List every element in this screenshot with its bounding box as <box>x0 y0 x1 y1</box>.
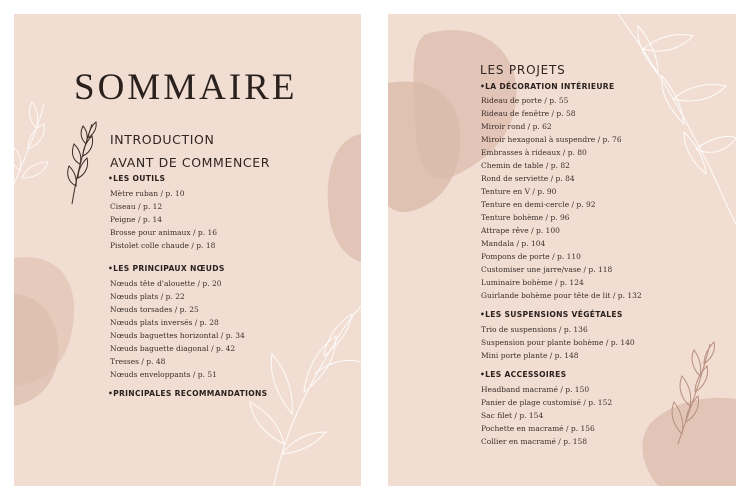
left-leaf-sprig <box>14 102 48 184</box>
toc-entry[interactable]: Nœuds baguette diagonal / p. 42 <box>110 344 236 353</box>
right-edge-blob <box>328 134 361 262</box>
small-sprig-icon <box>68 122 97 204</box>
toc-entry[interactable]: Tresses / p. 48 <box>110 357 166 366</box>
toc-entry[interactable]: Mètre ruban / p. 10 <box>110 189 185 198</box>
toc-entry[interactable]: Customiser une jarre/vase / p. 118 <box>481 265 613 274</box>
toc-introduction[interactable]: INTRODUCTION <box>110 132 215 147</box>
page-title: SOMMAIRE <box>74 67 298 108</box>
toc-entry[interactable]: Embrasses à rideaux / p. 80 <box>481 148 587 157</box>
section-heading-outils: •LES OUTILS <box>108 174 166 183</box>
toc-entry[interactable]: Chemin de table / p. 82 <box>481 161 570 170</box>
toc-entry[interactable]: Attrape rêve / p. 100 <box>481 226 560 235</box>
toc-entry[interactable]: Mini porte plante / p. 148 <box>481 351 579 360</box>
toc-entry[interactable]: Rond de serviette / p. 84 <box>481 174 575 183</box>
toc-entry[interactable]: Tenture en V / p. 90 <box>481 187 557 196</box>
toc-entry[interactable]: Panier de plage customisé / p. 152 <box>481 398 613 407</box>
right-page <box>388 14 736 486</box>
section-heading-accessoires: •LES ACCESSOIRES <box>480 370 567 379</box>
toc-entry[interactable]: Nœuds plats / p. 22 <box>110 292 185 301</box>
toc-entry[interactable]: Peigne / p. 14 <box>110 215 163 224</box>
toc-entry[interactable]: Brosse pour animaux / p. 16 <box>110 228 217 237</box>
toc-entry[interactable]: Suspension pour plante bohème / p. 140 <box>481 338 635 347</box>
toc-entry[interactable]: Rideau de porte / p. 55 <box>481 96 569 105</box>
left-page <box>14 14 361 486</box>
toc-entry[interactable]: Collier en macramé / p. 158 <box>481 437 588 446</box>
toc-entry[interactable]: Pochette en macramé / p. 156 <box>481 424 595 433</box>
toc-entry[interactable]: Tenture en demi-cercle / p. 92 <box>481 200 596 209</box>
section-heading-suspensions: •LES SUSPENSIONS VÉGÉTALES <box>480 310 623 319</box>
toc-entry[interactable]: Headband macramé / p. 150 <box>481 385 590 394</box>
toc-entry[interactable]: Nœuds tête d'alouette / p. 20 <box>110 279 222 288</box>
section-heading-noeuds: •LES PRINCIPAUX NŒUDS <box>108 264 225 273</box>
toc-entry[interactable]: Nœuds baguettes horizontal / p. 34 <box>110 331 245 340</box>
section-heading-recommandations[interactable]: •PRINCIPALES RECOMMANDATIONS <box>108 389 268 398</box>
toc-entry[interactable]: Rideau de fenêtre / p. 58 <box>481 109 576 118</box>
toc-entry[interactable]: Pistolet colle chaude / p. 18 <box>110 241 216 250</box>
toc-entry[interactable]: Luminaire bohème / p. 124 <box>481 278 584 287</box>
toc-entry[interactable]: Nœuds plats inversés / p. 28 <box>110 318 219 327</box>
toc-avant-de-commencer[interactable]: AVANT DE COMMENCER <box>110 155 271 170</box>
projects-title: LES PROJETS <box>480 63 566 77</box>
toc-entry[interactable]: Nœuds enveloppants / p. 51 <box>110 370 217 379</box>
toc-entry[interactable]: Trio de suspensions / p. 136 <box>481 325 588 334</box>
toc-entry[interactable]: Ciseau / p. 12 <box>110 202 163 211</box>
section-heading-decoration: •LA DÉCORATION INTÉRIEURE <box>480 82 615 91</box>
toc-entry[interactable]: Miroir rond / p. 62 <box>481 122 552 131</box>
toc-entry[interactable]: Guirlande bohème pour tête de lit / p. 132 <box>481 291 642 300</box>
toc-entry[interactable]: Pompons de porte / p. 110 <box>481 252 581 261</box>
top-right-leaf-branch <box>618 14 736 224</box>
toc-entry[interactable]: Sac filet / p. 154 <box>481 411 544 420</box>
toc-entry[interactable]: Mandala / p. 104 <box>481 239 546 248</box>
toc-entry[interactable]: Nœuds torsades / p. 25 <box>110 305 199 314</box>
toc-entry[interactable]: Tenture bohème / p. 96 <box>481 213 570 222</box>
toc-entry[interactable]: Miroir hexagonal à suspendre / p. 76 <box>481 135 622 144</box>
